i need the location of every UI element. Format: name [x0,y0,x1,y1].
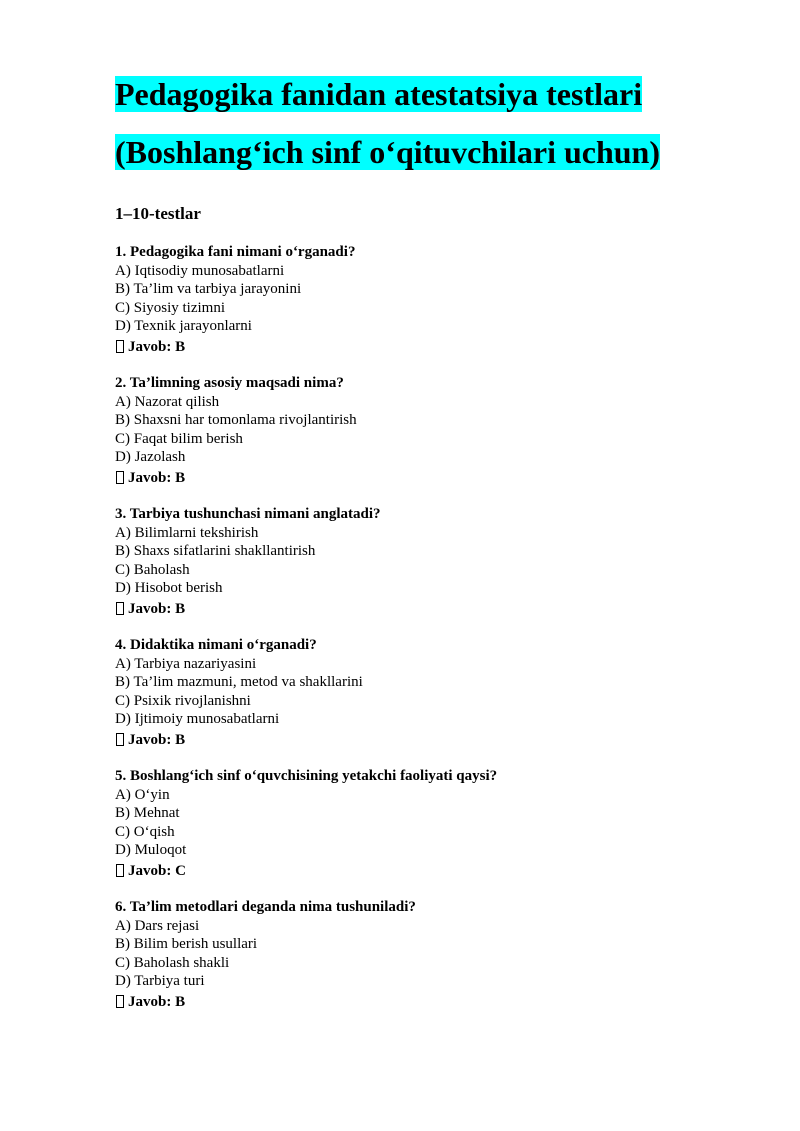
answer-option: A) Nazorat qilish [115,393,220,410]
answer-option: C) Psixik rivojlanishni [115,692,251,709]
answer-option: B) Mehnat [115,805,180,821]
question-list [115,243,715,1011]
correct-answer [115,338,715,357]
section-subtitle: 1–10-testlar [115,204,201,223]
document-title-2: (Boshlang‘ich sinf o‘qituvchilari uchun) [115,134,660,170]
answer-option: C) Baholash [115,561,190,578]
answer-option: D) Hisobot berish [115,580,223,596]
question-item [115,243,715,356]
missing-glyph-icon [116,602,124,615]
correct-answer [115,731,715,750]
answer-text: Javob: B [128,338,186,355]
question-text: 4. Didaktika nimani o‘rganadi? [115,637,317,653]
answer-option: D) Tarbiya turi [115,973,205,989]
answer-option: B) Bilim berish usullari [115,936,258,952]
answer-option: D) Muloqot [115,842,187,858]
correct-answer [115,993,715,1012]
missing-glyph-icon [116,864,124,877]
correct-answer [115,600,715,619]
question-item [115,767,715,880]
question-item [115,636,715,749]
missing-glyph-icon [116,995,124,1008]
question-text: 3. Tarbiya tushunchasi nimani anglatadi? [115,506,381,522]
title-line-2 [115,132,715,184]
correct-answer [115,469,715,488]
question-text: 6. Ta’lim metodlari deganda nima tushuniladi? [115,899,416,915]
answer-option: D) Jazolash [115,449,186,465]
answer-option: C) Baholash shakli [115,954,230,971]
answer-option: B) Ta’lim mazmuni, metod va shakllarini [115,674,363,690]
answer-option: D) Texnik jarayonlarni [115,318,252,334]
answer-text: Javob: B [128,469,186,486]
answer-text: Javob: B [128,600,186,617]
question-item [115,505,715,618]
answer-option: A) Bilimlarni tekshirish [115,524,259,541]
answer-option: A) O‘yin [115,786,170,803]
title-line-1 [115,74,715,132]
question-item [115,898,715,1011]
answer-option: B) Shaxs sifatlarini shakllantirish [115,543,316,559]
answer-option: B) Ta’lim va tarbiya jarayonini [115,281,302,297]
question-text: 2. Ta’limning asosiy maqsadi nima? [115,375,344,391]
missing-glyph-icon [116,471,124,484]
document-page [115,74,715,1029]
answer-text: Javob: C [128,862,186,879]
answer-text: Javob: B [128,731,186,748]
missing-glyph-icon [116,733,124,746]
answer-option: A) Iqtisodiy munosabatlarni [115,262,285,279]
answer-option: C) O‘qish [115,823,175,840]
question-text: 5. Boshlang‘ich sinf o‘quvchisining yetakchi faoliyati qaysi? [115,768,498,784]
answer-option: C) Faqat bilim berish [115,430,243,447]
question-item [115,374,715,487]
correct-answer [115,862,715,881]
answer-option: C) Siyosiy tizimni [115,299,226,316]
question-text: 1. Pedagogika fani nimani o‘rganadi? [115,244,356,260]
answer-text: Javob: B [128,993,186,1010]
answer-option: A) Tarbiya nazariyasini [115,655,257,672]
answer-option: D) Ijtimoiy munosabatlarni [115,711,280,727]
answer-option: B) Shaxsni har tomonlama rivojlantirish [115,412,357,428]
answer-option: A) Dars rejasi [115,917,200,934]
document-title-1: Pedagogika fanidan atestatsiya testlari [115,76,643,112]
missing-glyph-icon [116,340,124,353]
